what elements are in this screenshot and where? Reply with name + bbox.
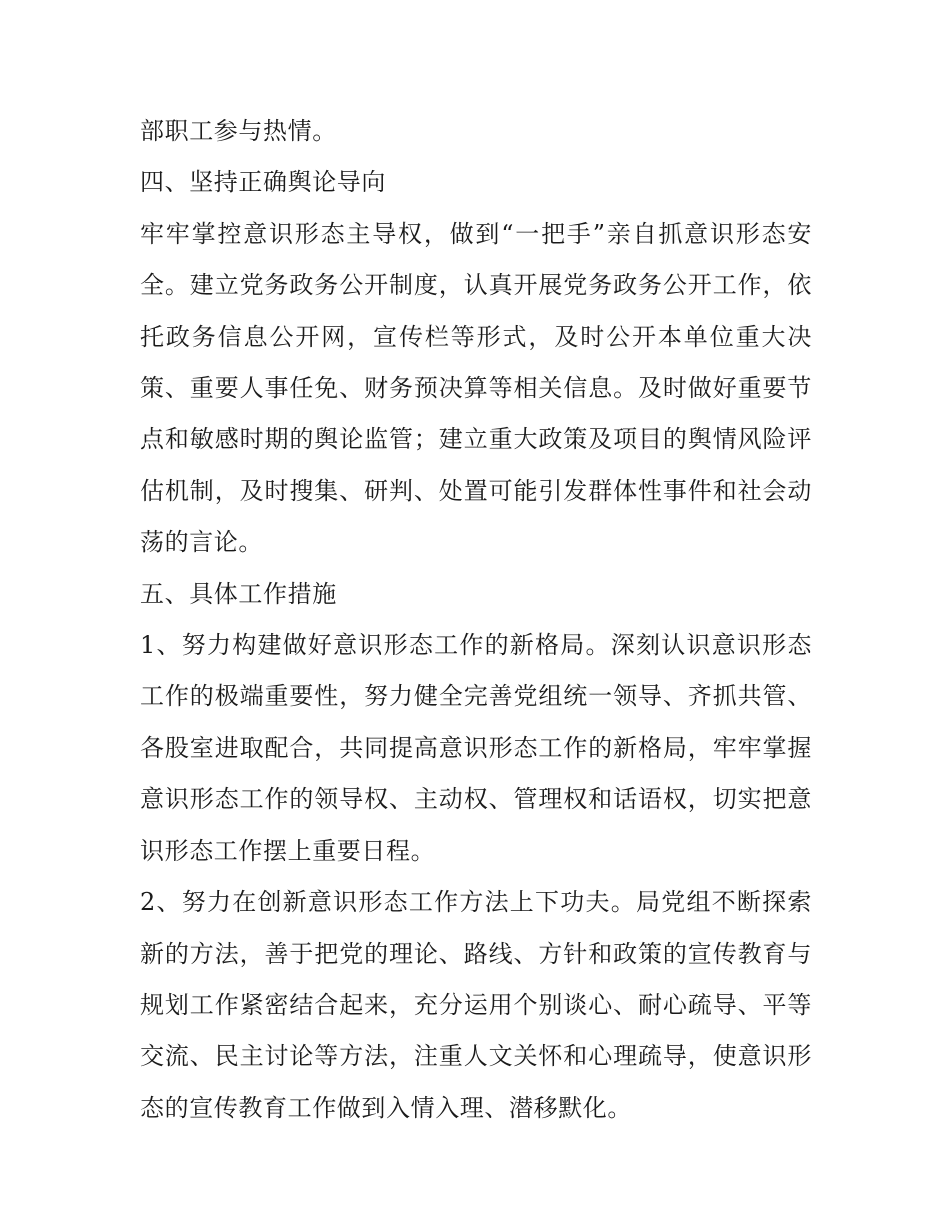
document-body [140,106,812,1134]
paragraph-measure-one: 1、努力构建做好意识形态工作的新格局。深刻认识意识形态工作的极端重要性，努力健全完善党组统一领导、齐抓共管、各股室进取配合，共同提高意识形态工作的新格局，牢牢掌握意识形态工作的领导权、主动权、管理权和话语权，切实把意识形态工作摆上重要日程。 [140,631,812,865]
paragraph-measure-two: 2、努力在创新意识形态工作方法上下功夫。局党组不断探索新的方法，善于把党的理论、路线、方针和政策的宣传教育与规划工作紧密结合起来，充分运用个别谈心、耐心疏导、平等交流、民主讨论等方法，注重人文关怀和心理疏导，使意识形态的宣传教育工作做到入情入理、潜移默化。 [140,888,812,1122]
section-heading-five: 五、具体工作措施 [140,579,337,608]
section-heading-four: 四、坚持正确舆论导向 [140,168,386,197]
paragraph-public-opinion: 牢牢掌控意识形态主导权，做到“一把手”亲自抓意识形态安全。建立党务政务公开制度，认真开展党务政务公开工作，依托政务信息公开网，宣传栏等形式，及时公开本单位重大决策、重要人事任免、财务预决算等相关信息。及时做好重要节点和敏感时期的舆论监管；建立重大政策及项目的舆情风险评估机制，及时搜集、研判、处置可能引发群体性事件和社会动荡的言论。 [140,219,812,557]
paragraph-closing-line: 部职工参与热情。 [140,117,337,145]
